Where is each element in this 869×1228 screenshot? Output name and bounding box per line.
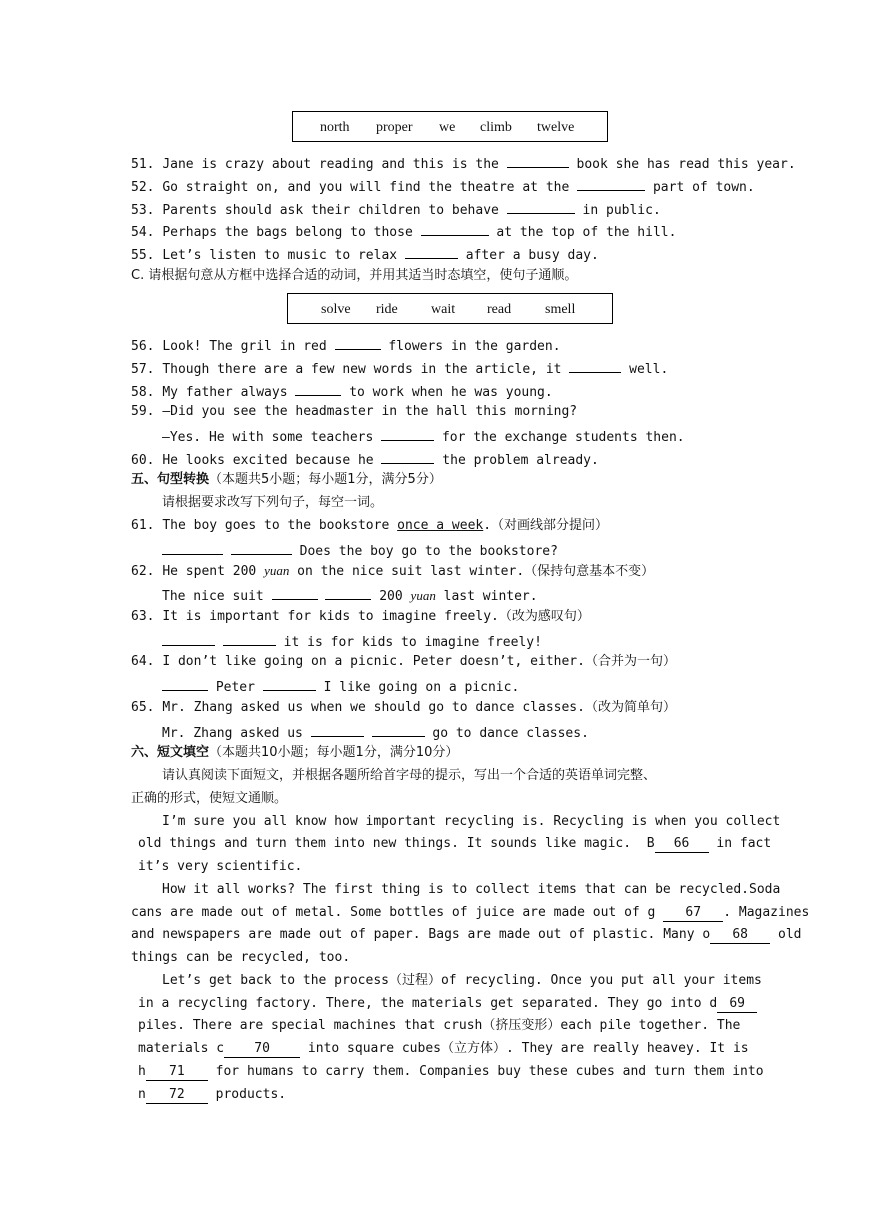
word-option: we bbox=[439, 120, 456, 135]
word-option: read bbox=[487, 302, 512, 317]
underlined-phrase: once a week bbox=[397, 518, 484, 533]
answer-blank[interactable] bbox=[231, 541, 292, 555]
passage-p2-line1: How it all works? The first thing is to collect items that can be recycled.Soda bbox=[162, 882, 781, 897]
section-5-instruction: 请根据要求改写下列句子，每空一词。 bbox=[162, 495, 384, 510]
word-option: wait bbox=[431, 302, 456, 317]
passage-p2-line4: things can be recycled, too. bbox=[131, 950, 351, 965]
question-51: 51. Jane is crazy about reading and this is the book she has read this year. bbox=[131, 154, 796, 173]
question-64: 64. I don’t like going on a picnic. Peter doesn’t, either.（合并为一句） bbox=[131, 654, 676, 669]
word-option: twelve bbox=[537, 120, 575, 135]
section-6-instruction: 请认真阅读下面短文，并根据各题所给首字母的提示，写出一个合适的英语单词完整、 bbox=[162, 768, 657, 783]
answer-blank[interactable] bbox=[372, 723, 425, 737]
question-54: 54. Perhaps the bags belong to those at the top of the hill. bbox=[131, 222, 676, 241]
question-59: 59. —Did you see the headmaster in the hall this morning? bbox=[131, 404, 578, 419]
answer-blank[interactable] bbox=[335, 336, 381, 350]
answer-blank[interactable] bbox=[507, 200, 575, 214]
answer-blank[interactable] bbox=[223, 632, 276, 646]
blank-68[interactable]: 68 bbox=[710, 927, 770, 944]
answer-blank[interactable] bbox=[381, 427, 434, 441]
passage-p3-line1: Let’s get back to the process（过程）of recycling. Once you put all your items bbox=[162, 973, 762, 988]
blank-69[interactable]: 69 bbox=[717, 996, 757, 1013]
passage-p3-line5: h 71 for humans to carry them. Companies buy these cubes and turn them into bbox=[138, 1064, 764, 1079]
answer-blank[interactable] bbox=[162, 677, 208, 691]
word-box-1 bbox=[292, 111, 608, 142]
section-5-heading: 五、句型转换（本题共5小题；每小题1分，满分5分） bbox=[131, 472, 442, 487]
passage-p1-line1: I’m sure you all know how important recycling is. Recycling is when you collect bbox=[162, 814, 781, 829]
blank-70[interactable]: 70 bbox=[224, 1041, 300, 1058]
answer-blank[interactable] bbox=[507, 154, 569, 168]
word-box-2 bbox=[287, 293, 613, 324]
question-63: 63. It is important for kids to imagine freely.（改为感叹句） bbox=[131, 609, 590, 624]
question-55: 55. Let’s listen to music to relax after a busy day. bbox=[131, 245, 599, 264]
answer-blank[interactable] bbox=[421, 222, 489, 236]
passage-p3-line4: materials c 70 into square cubes（立方体）. They are really heavey. It is bbox=[138, 1041, 749, 1056]
blank-67[interactable]: 67 bbox=[663, 905, 723, 922]
word-option: ride bbox=[376, 302, 398, 317]
question-61: 61. The boy goes to the bookstore once a week.（对画线部分提问） bbox=[131, 518, 609, 533]
question-62-answer: The nice suit 200 yuan last winter. bbox=[162, 588, 538, 604]
passage-p3-line3: piles. There are special machines that crush（挤压变形）each pile together. The bbox=[138, 1018, 741, 1033]
question-53: 53. Parents should ask their children to behave in public. bbox=[131, 200, 661, 219]
question-63-answer: it is for kids to imagine freely! bbox=[162, 632, 542, 651]
passage-p1-line3: it’s very scientific. bbox=[138, 859, 303, 874]
answer-blank[interactable] bbox=[295, 382, 341, 396]
word-option: climb bbox=[480, 120, 512, 135]
question-59-reply: —Yes. He with some teachers for the exchange students then. bbox=[162, 427, 685, 446]
question-56: 56. Look! The gril in red flowers in the garden. bbox=[131, 336, 561, 355]
answer-blank[interactable] bbox=[325, 586, 371, 600]
answer-blank[interactable] bbox=[381, 450, 434, 464]
answer-blank[interactable] bbox=[263, 677, 316, 691]
question-64-answer: Peter I like going on a picnic. bbox=[162, 677, 519, 696]
question-60: 60. He looks excited because he the problem already. bbox=[131, 450, 599, 469]
answer-blank[interactable] bbox=[272, 586, 318, 600]
word-option: north bbox=[320, 120, 350, 135]
answer-blank[interactable] bbox=[569, 359, 621, 373]
question-61-answer: Does the boy go to the bookstore? bbox=[162, 541, 558, 560]
section-6-instruction-cont: 正确的形式，使短文通顺。 bbox=[131, 791, 288, 806]
section-6-heading: 六、短文填空（本题共10小题；每小题1分，满分10分） bbox=[131, 745, 459, 760]
answer-blank[interactable] bbox=[405, 245, 458, 259]
answer-blank[interactable] bbox=[162, 541, 223, 555]
answer-blank[interactable] bbox=[311, 723, 364, 737]
passage-p3-line2: in a recycling factory. There, the materials get separated. They go into d 69 bbox=[138, 996, 757, 1013]
question-57: 57. Though there are a few new words in the article, it well. bbox=[131, 359, 668, 378]
passage-p3-line6: n 72 products. bbox=[138, 1087, 287, 1102]
word-option: smell bbox=[545, 302, 576, 317]
word-option: solve bbox=[321, 302, 351, 317]
answer-blank[interactable] bbox=[162, 632, 215, 646]
blank-71[interactable]: 71 bbox=[146, 1064, 208, 1081]
question-65: 65. Mr. Zhang asked us when we should go to dance classes.（改为简单句） bbox=[131, 700, 676, 715]
passage-p2-line3: and newspapers are made out of paper. Bags are made out of plastic. Many o 68 old bbox=[131, 927, 802, 942]
passage-p2-line2: cans are made out of metal. Some bottles of juice are made out of g 67 . Magazines bbox=[131, 905, 810, 920]
passage-p1-line2: old things and turn them into new things. It sounds like magic. B 66 in fact bbox=[138, 836, 772, 851]
question-62: 62. He spent 200 yuan on the nice suit last winter.（保持句意基本不变） bbox=[131, 563, 655, 579]
question-52: 52. Go straight on, and you will find the theatre at the part of town. bbox=[131, 177, 755, 196]
section-title: 五、句型转换 bbox=[131, 472, 210, 487]
word-option: proper bbox=[376, 120, 413, 135]
question-58: 58. My father always to work when he was young. bbox=[131, 382, 553, 401]
answer-blank[interactable] bbox=[577, 177, 645, 191]
section-c-instruction: C. 请根据句意从方框中选择合适的动词，并用其适当时态填空，使句子通顺。 bbox=[131, 268, 578, 283]
question-65-answer: Mr. Zhang asked us go to dance classes. bbox=[162, 723, 589, 742]
blank-72[interactable]: 72 bbox=[146, 1087, 208, 1104]
section-title: 六、短文填空 bbox=[131, 745, 210, 760]
blank-66[interactable]: 66 bbox=[655, 836, 709, 853]
